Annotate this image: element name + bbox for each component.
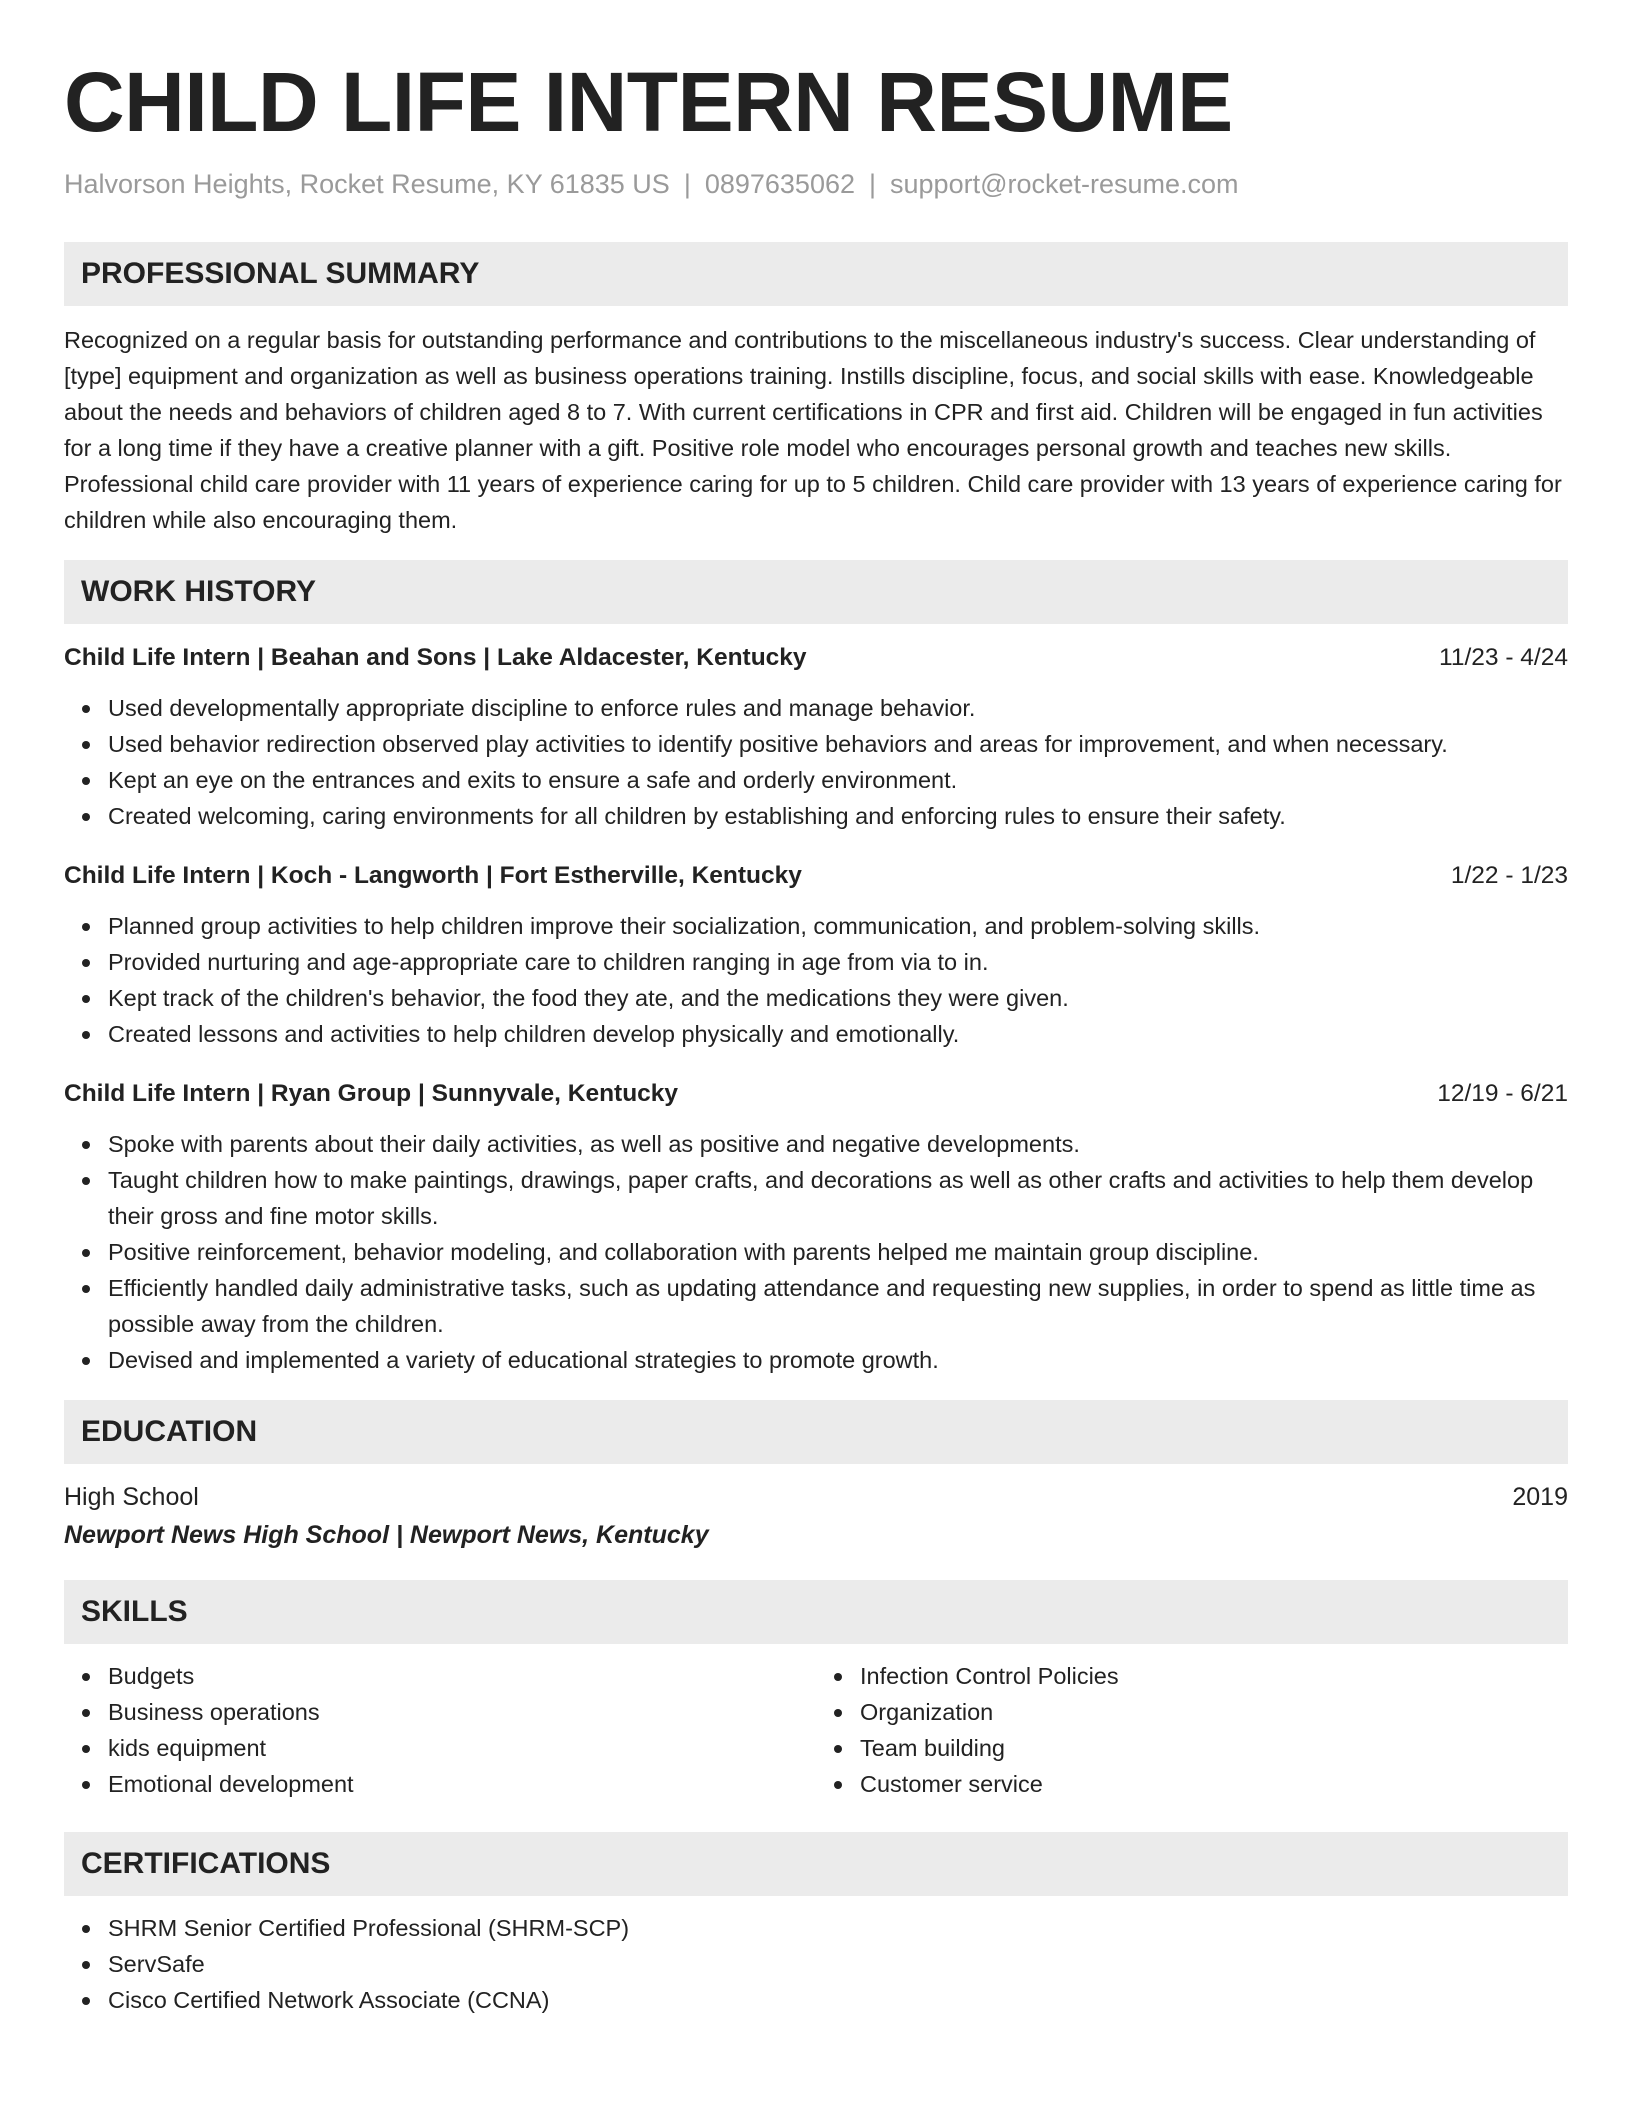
skill-item: kids equipment (64, 1730, 816, 1766)
education-year: 2019 (1512, 1483, 1568, 1511)
section-heading-work: WORK HISTORY (64, 560, 1568, 624)
certifications-list (64, 1910, 1568, 2018)
job-bullet: Spoke with parents about their daily activities, as well as positive and negative developments. (64, 1126, 1568, 1162)
job-bullet: Provided nurturing and age-appropriate care to children ranging in age from via to in. (64, 944, 1568, 980)
job-bullet: Used developmentally appropriate discipline to enforce rules and manage behavior. (64, 690, 1568, 726)
section-heading-skills: SKILLS (64, 1580, 1568, 1644)
job-dates: 1/22 - 1/23 (1450, 862, 1568, 889)
skill-item: Team building (816, 1730, 1568, 1766)
job-bullets (64, 908, 1568, 1052)
skill-item: Organization (816, 1694, 1568, 1730)
contact-line (64, 164, 1568, 204)
job-entry (64, 640, 1568, 834)
job-bullet: Efficiently handled daily administrative tasks, such as updating attendance and requesting new supplies, in order to spend as little time as possible away from the children. (64, 1270, 1568, 1342)
job-dates: 12/19 - 6/21 (1437, 1080, 1568, 1107)
education-degree: High School (64, 1483, 199, 1511)
job-entry (64, 1076, 1568, 1378)
skill-item: Business operations (64, 1694, 816, 1730)
job-header (64, 1076, 1568, 1112)
skill-item: Infection Control Policies (816, 1658, 1568, 1694)
skill-item: Customer service (816, 1766, 1568, 1802)
contact-address: Halvorson Heights, Rocket Resume, KY 61835 US (64, 169, 670, 199)
education-entry (64, 1478, 1568, 1554)
certification-item: SHRM Senior Certified Professional (SHRM-SCP) (64, 1910, 1568, 1946)
job-bullet: Taught children how to make paintings, drawings, paper crafts, and decorations as well as other crafts and activities to help them develop their gross and fine motor skills. (64, 1162, 1568, 1234)
job-bullet: Positive reinforcement, behavior modeling, and collaboration with parents helped me maintain group discipline. (64, 1234, 1568, 1270)
contact-separator: | (869, 169, 877, 199)
job-header (64, 858, 1568, 894)
certification-item: Cisco Certified Network Associate (CCNA) (64, 1982, 1568, 2018)
job-dates: 11/23 - 4/24 (1439, 644, 1568, 671)
job-entry (64, 858, 1568, 1052)
skills-list-left (64, 1658, 816, 1802)
education-row (64, 1478, 1568, 1516)
skills-columns (64, 1644, 1568, 1802)
education-school: Newport News High School | Newport News, Kentucky (64, 1521, 709, 1549)
job-bullet: Devised and implemented a variety of educational strategies to promote growth. (64, 1342, 1568, 1378)
skill-item: Emotional development (64, 1766, 816, 1802)
contact-email: support@rocket-resume.com (890, 169, 1239, 199)
contact-phone: 0897635062 (704, 169, 855, 199)
job-bullet: Kept an eye on the entrances and exits to ensure a safe and orderly environment. (64, 762, 1568, 798)
job-bullet: Kept track of the children's behavior, the food they ate, and the medications they were given. (64, 980, 1568, 1016)
job-bullet: Used behavior redirection observed play activities to identify positive behaviors and areas for improvement, and when necessary. (64, 726, 1568, 762)
job-title: Child Life Intern | Ryan Group | Sunnyvale, Kentucky (64, 1080, 679, 1107)
section-heading-certifications: CERTIFICATIONS (64, 1832, 1568, 1896)
section-heading-education: EDUCATION (64, 1400, 1568, 1464)
section-heading-summary: PROFESSIONAL SUMMARY (64, 242, 1568, 306)
certification-item: ServSafe (64, 1946, 1568, 1982)
skill-item: Budgets (64, 1658, 816, 1694)
job-bullet: Created lessons and activities to help children develop physically and emotionally. (64, 1016, 1568, 1052)
job-title: Child Life Intern | Beahan and Sons | Lake Aldacester, Kentucky (64, 644, 807, 671)
job-bullet: Created welcoming, caring environments for all children by establishing and enforcing rules to ensure their safety. (64, 798, 1568, 834)
skills-list-right (816, 1658, 1568, 1802)
resume-title: CHILD LIFE INTERN RESUME (64, 55, 1233, 149)
summary-text: Recognized on a regular basis for outstanding performance and contributions to the miscellaneous industry's success. Clear understanding of [type] equipment and organization as well as business operations training. Instills discipline, focus, and social skills with ease. Knowledgeable about the needs and behaviors of children aged 8 to 7. With current certifications in CPR and first aid. Children will be engaged in fun activities for a long time if they have a creative planner with a gift. Positive role model who encourages personal growth and teaches new skills. Professional child care provider with 11 years of experience caring for up to 5 children. Child care provider with 13 years of experience caring for children while also encouraging them. (64, 327, 1562, 533)
job-bullet: Planned group activities to help children improve their socialization, communication, and problem-solving skills. (64, 908, 1568, 944)
job-bullets (64, 1126, 1568, 1378)
job-title: Child Life Intern | Koch - Langworth | Fort Estherville, Kentucky (64, 862, 802, 889)
job-header (64, 640, 1568, 676)
job-bullets (64, 690, 1568, 834)
contact-separator: | (683, 169, 691, 199)
